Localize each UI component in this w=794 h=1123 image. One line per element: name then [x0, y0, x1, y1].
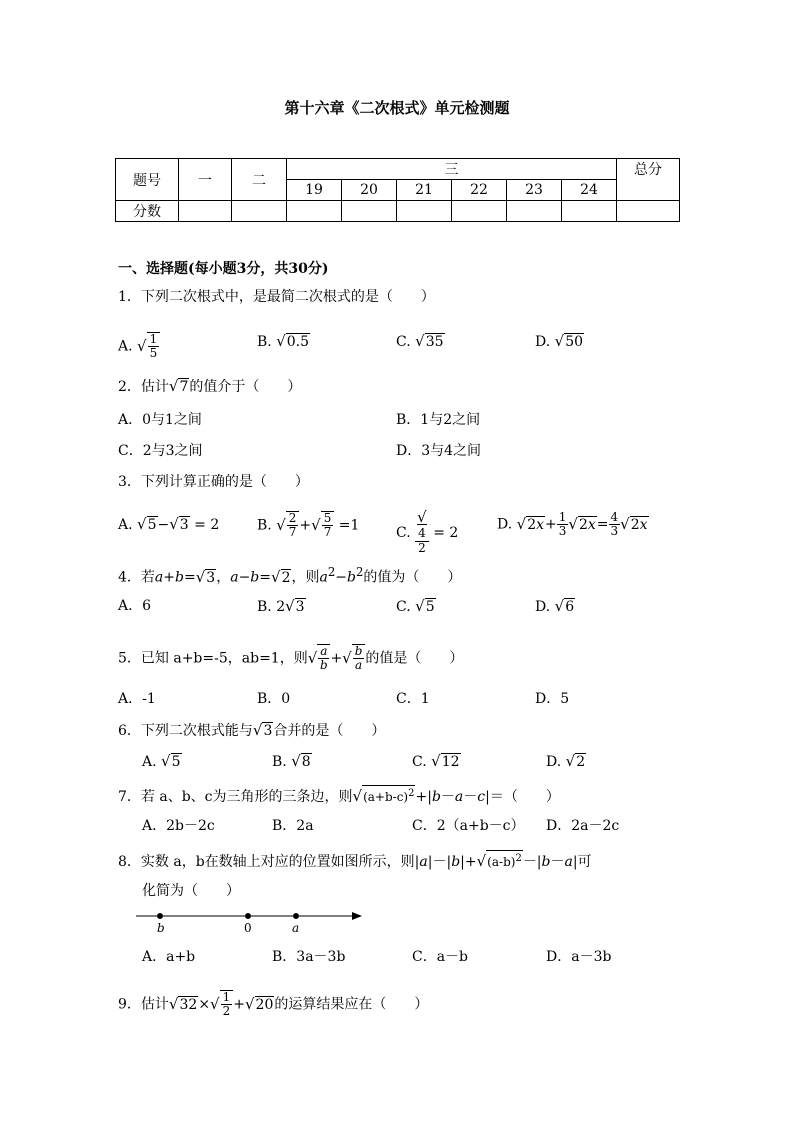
q7-stem: 7．若 a、b、c为三角形的三条边，则$√(a+b-c)^2+|b-a-c|=$（ ） [118, 787, 560, 805]
score-cell[interactable] [287, 201, 342, 222]
header-number: 题号 [116, 159, 179, 201]
q7-option-a: A．2b－2c [142, 818, 215, 834]
q8-option-d: D．a－3b [546, 949, 612, 965]
header-total: 总分 [617, 159, 680, 201]
arrow-icon [352, 912, 362, 920]
q5-option-d: D．5 [535, 691, 570, 707]
option-label: A. [118, 517, 133, 533]
option-label: B. [257, 334, 272, 350]
header-part-2: 二 [232, 159, 287, 201]
option-label: B. [272, 754, 287, 770]
q3-option-b: B. √ $\frac{2}{7}$ +√ $\frac{5}{7}$ =1 [257, 511, 360, 539]
q7-option-c: C．2（a+b－c） [412, 818, 525, 834]
point-a [293, 913, 299, 919]
score-cell[interactable] [452, 201, 507, 222]
score-cell[interactable] [179, 201, 232, 222]
q6-option-b: B. √8 [272, 752, 311, 770]
header-q21: 21 [397, 180, 452, 201]
header-q23: 23 [507, 180, 562, 201]
q2-option-d: D．3与4之间 [396, 443, 482, 459]
q1-stem: 1．下列二次根式中，是最简二次根式的是（ ） [118, 289, 435, 305]
q5-option-c: C．1 [396, 691, 430, 707]
header-q24: 24 [562, 180, 617, 201]
score-cell[interactable] [342, 201, 397, 222]
q3-stem: 3．下列计算正确的是（ ） [118, 474, 309, 490]
section-heading: 一、选择题(每小题3分，共30分) [118, 261, 329, 277]
q8-stem-line2: 化简为（ ） [142, 883, 240, 899]
stem-text: 的值介于（ ） [189, 379, 302, 395]
stem-text: 合并的是（ ） [273, 723, 386, 739]
page-title: 第十六章《二次根式》单元检测题 [284, 99, 510, 117]
label-a: a [292, 921, 300, 935]
frac-num: 1 [149, 332, 158, 346]
stem-text: 可 [577, 854, 592, 870]
q2-option-b: B．1与2之间 [396, 412, 481, 428]
stem-text: 的值是（ ） [365, 650, 464, 667]
option-label: C. [396, 599, 411, 615]
q1-option-a: A. √ $\frac{1}{5}$ [118, 332, 160, 360]
option-label: B. [257, 599, 272, 615]
q1-option-c: C. √35 [396, 332, 444, 350]
option-label: A. [118, 338, 133, 355]
q6-stem: 6．下列二次根式能与√3合并的是（ ） [118, 721, 386, 739]
radicand: 50 [565, 334, 584, 350]
score-cell[interactable] [397, 201, 452, 222]
point-b [157, 913, 163, 919]
q2-stem: 2．估计√7的值介于（ ） [118, 377, 302, 395]
q8-option-a: A．a+b [142, 949, 196, 965]
q5-option-b: B．0 [257, 691, 291, 707]
option-label: C. [396, 525, 411, 541]
q3-option-c: C. √ 4 2 = 2 [396, 508, 459, 555]
q3-option-d: D. √2x+ $\frac{1}{3}$ √2x= $\frac{4}{3}$ √2x [497, 510, 648, 538]
q4-stem: 4．若a+b=√3，a−b=√2，则$a^2-b^2$的值为（ ） [118, 565, 462, 586]
point-zero [245, 913, 251, 919]
q4-option-c: C. √5 [396, 597, 435, 615]
q7-option-b: B．2a [272, 818, 314, 834]
stem-text: 4．若 [118, 569, 155, 586]
q1-option-b: B. √0.5 [257, 332, 310, 350]
option-label: D. [535, 599, 551, 615]
radicand: 7 [179, 379, 189, 395]
stem-text: 8．实数 a，b在数轴上对应的位置如图所示，则 [118, 854, 415, 870]
stem-text: 5．已知 a+b=-5，ab=1，则 [118, 650, 308, 667]
stem-text: 的运算结果应在（ ） [274, 996, 429, 1013]
option-label: C. [396, 334, 411, 350]
q4-option-d: D. √6 [535, 597, 575, 615]
stem-text: ＝（ ） [489, 789, 560, 805]
q7-option-d: D．2a－2c [546, 818, 620, 834]
stem-text: 2．估计 [118, 379, 169, 395]
q2-option-c: C．2与3之间 [118, 443, 203, 459]
radicand: 0.5 [286, 334, 310, 350]
frac-den: 5 [149, 346, 158, 360]
q4-option-b: B. 2√3 [257, 597, 305, 615]
radicand: 35 [425, 334, 444, 350]
number-line [136, 905, 376, 939]
stem-text: 6．下列二次根式能与 [118, 723, 253, 739]
score-cell[interactable] [562, 201, 617, 222]
q6-option-c: C. √12 [412, 752, 460, 770]
label-b: b [157, 921, 165, 935]
stem-text: 9．估计 [118, 996, 169, 1013]
label-zero: 0 [244, 921, 252, 935]
q5-option-a: A．-1 [118, 691, 156, 707]
q3-option-a: A. √5−√3 = 2 [118, 515, 220, 533]
score-cell[interactable] [232, 201, 287, 222]
q1-option-d: D. √50 [535, 332, 584, 350]
q4-option-a: A．6 [118, 598, 152, 614]
stem-text: ，则 [291, 569, 320, 586]
stem-text: 7．若 a、b、c为三角形的三条边，则 [118, 789, 353, 805]
q6-option-a: A. √5 [142, 752, 181, 770]
score-table [115, 158, 680, 222]
q6-option-d: D. √2 [546, 752, 586, 770]
option-label: D. [535, 334, 551, 350]
score-cell[interactable] [507, 201, 562, 222]
option-label: C. [412, 754, 427, 770]
q9-stem: 9．估计√32×√ $\frac{1}{2}$ +√20的运算结果应在（ ） [118, 990, 429, 1018]
option-label: D. [546, 754, 562, 770]
header-q20: 20 [342, 180, 397, 201]
header-part-1: 一 [179, 159, 232, 201]
header-part-3: 三 [287, 159, 617, 180]
header-q22: 22 [452, 180, 507, 201]
q2-option-a: A．0与1之间 [118, 412, 202, 428]
stem-text: 的值为（ ） [363, 569, 462, 586]
q8-option-c: C．a－b [412, 949, 469, 965]
option-label: D. [497, 516, 513, 533]
q5-stem: 5．已知 a+b=-5，ab=1，则√ $\frac{a}{b}$ +√ $\frac{b}{a}$ 的值是（ ） [118, 644, 464, 672]
q8-option-b: B．3a－3b [272, 949, 346, 965]
option-label: A. [142, 754, 157, 770]
score-label: 分数 [116, 201, 179, 222]
option-label: B. [257, 517, 272, 534]
q8-stem: 8．实数 a，b在数轴上对应的位置如图所示，则$|a|-|b|+√(a-b)^2-|b-a|$可 [118, 852, 592, 870]
header-q19: 19 [287, 180, 342, 201]
score-cell[interactable] [617, 201, 680, 222]
